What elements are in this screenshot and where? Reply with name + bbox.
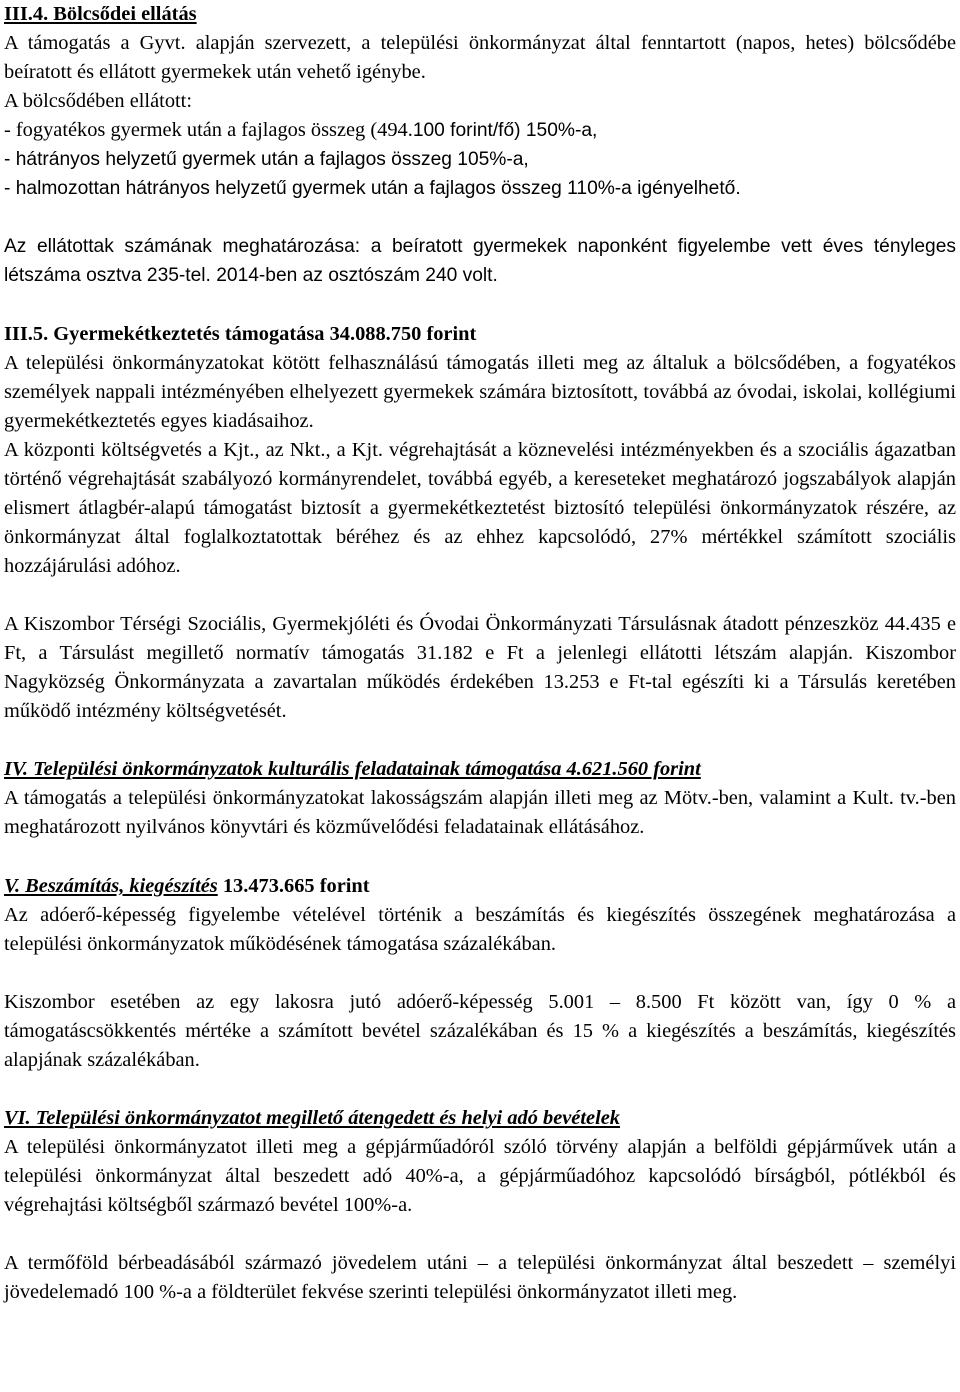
list-item-fogyatekos-serif: - fogyatékos gyermek után a fajlagos összeg (494. xyxy=(4,119,413,141)
paragraph-gyermeketkeztetes-2: A központi költségvetés a Kjt., az Nkt., a Kjt. végrehajtását a köznevelési intézményekben és a szociális ágazatban történő végrehajtását szabályozó kormányrendelet, továbbá egyéb, a kereseteket meghatározó jogszabályok alapján elismert átlagbér-alapú támogatást biztosít a gyermekétkeztetést biztosító települési önkormányzatok részére, az önkormányzat által foglalkoztatottak béréhez és az ehhez kapcsolódó, 27% mértékkel számított szociális hozzájárulási adóhoz. xyxy=(4,439,956,577)
list-intro-bolcsodeben: A bölcsődében ellátott: xyxy=(4,90,193,112)
section-heading-bolcsodei-ellatas: III.4. Bölcsődei ellátás xyxy=(4,3,197,25)
list-item-hatranyos: - hátrányos helyzetű gyermek után a fajlagos összeg 105%-a, xyxy=(4,149,529,170)
paragraph-kiszombor-adoero: Kiszombor esetében az egy lakosra jutó adóerő-képesség 5.001 – 8.500 Ft között van, így 0 % a támogatáscsökkentés mértéke a számított bevétel százalékában és 15 % a kiegészítés a beszámítás, kiegészítés alapjának százalékában. xyxy=(4,991,956,1071)
section-heading-kulturalis: IV. Települési önkormányzatok kulturális feladatainak támogatása 4.621.560 forint xyxy=(4,758,701,780)
section-heading-beszamitas-amount: 13.473.665 forint xyxy=(217,875,370,897)
paragraph-tarsulas: A Kiszombor Térségi Szociális, Gyermekjóléti és Óvodai Önkormányzati Társulásnak átadott pénzeszköz 44.435 e Ft, a Társulást megillető normatív támogatás 31.182 e Ft a jelenlegi ellátotti létszám alapján. Kiszombor Nagyközség Önkormányzata a zavartalan működés érdekében 13.253 e Ft-tal egészíti ki a Társulás keretében működő intézmény költségvetését. xyxy=(4,613,956,722)
section-heading-beszamitas-title: V. Beszámítás, kiegészítés xyxy=(4,875,218,897)
section-heading-beszamitas xyxy=(4,872,956,901)
paragraph-gepjarmuado: A települési önkormányzatot illeti meg a gépjárműadóról szóló törvény alapján a belföldi gépjárművek után a települési önkormányzat által beszedett adó 40%-a, a gépjárműadóhoz kapcsolódó bírságból, pótlékból és végrehajtási költségből származó bevétel 100%-a. xyxy=(4,1136,956,1216)
paragraph-termofold: A termőföld bérbeadásából származó jövedelem utáni – a települési önkormányzat által beszedett – személyi jövedelemadó 100 %-a a földterület fekvése szerinti települési önkormányzatot illeti meg. xyxy=(4,1252,956,1303)
list-item-fogyatekos-sans: 100 forint/fő) 150%-a, xyxy=(412,120,598,141)
paragraph-kulturalis: A támogatás a települési önkormányzatokat lakosságszám alapján illeti meg az Mötv.-ben, valamint a Kult. tv.-ben meghatározott nyilvános könyvtári és közművelődési feladatainak ellátásához. xyxy=(4,787,956,838)
section-heading-atengedett-adok: VI. Települési önkormányzatot megillető átengedett és helyi adó bevételek xyxy=(4,1107,620,1129)
section-heading-gyermeketkeztetes: III.5. Gyermekétkeztetés támogatása 34.088.750 forint xyxy=(4,323,477,345)
paragraph-adoero-kepesseg: Az adóerő-képesség figyelembe vételével történik a beszámítás és kiegészítés összegének meghatározása a települési önkormányzatok működésének támogatása százalékában. xyxy=(4,904,956,955)
list-item-fogyatekos xyxy=(4,116,956,145)
paragraph-bolcsodei-intro: A támogatás a Gyvt. alapján szervezett, a települési önkormányzat által fenntartott (napos, hetes) bölcsődébe beíratott és ellátott gyermekek után vehető igénybe. xyxy=(4,32,956,83)
paragraph-ellatottak-szama: Az ellátottak számának meghatározása: a beíratott gyermekek naponként figyelembe vett éves tényleges létszáma osztva 235-tel. 2014-ben az osztószám 240 volt. xyxy=(4,236,956,286)
list-item-halmozottan-hatranyos: - halmozottan hátrányos helyzetű gyermek után a fajlagos összeg 110%-a igényelhető. xyxy=(4,178,741,199)
paragraph-gyermeketkeztetes-1: A települési önkormányzatokat kötött felhasználású támogatás illeti meg az általuk a bölcsődében, a fogyatékos személyek nappali intézményében elhelyezett gyermekek számára biztosított, továbbá az óvodai, iskolai, kollégiumi gyermekétkeztetés egyes kiadásaihoz. xyxy=(4,352,956,432)
